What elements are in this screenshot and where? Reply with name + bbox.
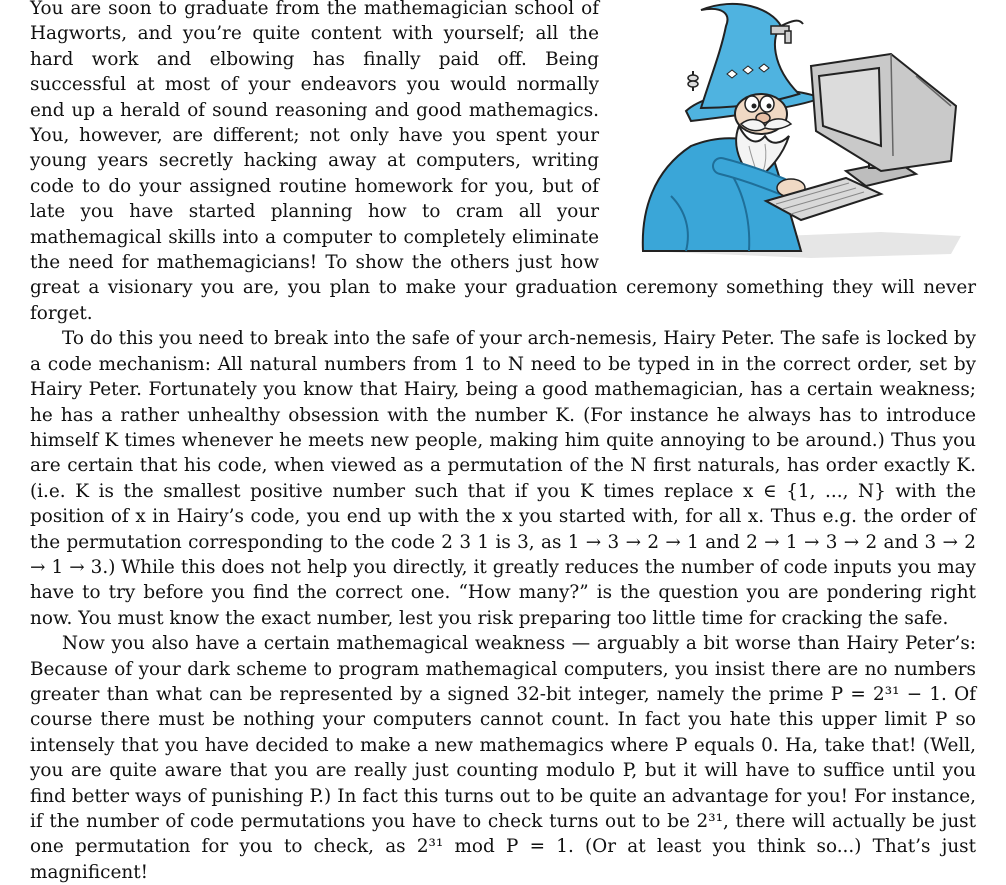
intro-paragraph: You are soon to graduate from the mathemagician school of Hagworts, and you’re quite content with yourself; all the hard work and elbowing has finally paid off. Being successful at most of your endeavors you would normally end up a herald of sound reasoning and good mathemagics. You, however, are different; not only have you spent your young years secretly hacking away at computers, writing code to do your assigned routine homework for you, but of late you have started planning how to cram all your mathemagical skills into a computer to completely eliminate the need for mathemagicians! To show the others just how great a visionary you are, you plan to make your graduation ceremony something they will never forget.: [30, 0, 976, 324]
wizard-illustration: [631, 0, 976, 266]
safe-paragraph: To do this you need to break into the safe of your arch-nemesis, Hairy Peter. The safe is locked by a code mechanism: All natural numbers from 1 to N need to be typed in in the correct order, set by Hairy Peter. Fortunately you know that Hairy, being a good mathemagician, has a certain weakness; he has a rather unhealthy obsession with the number K. (For instance he always has to introduce himself K times whenever he meets new people, making him quite annoying to be around.) Thus you are certain that his code, when viewed as a permutation of the N first naturals, has order exactly K. (i.e. K is the smallest positive number such that if you K times replace x ∈ {1, ..., N} with the position of x in Hairy’s code, you end up with the x you started with, for all x. Thus e.g. the order of the permutation corresponding to the code 2 3 1 is 3, as 1 → 3 → 2 → 1 and 2 → 1 → 3 → 2 and 3 → 2 → 1 → 3.) While this does not help you directly, it greatly reduces the number of code inputs you may have to try before you find the correct one. “How many?” is the question you are pondering right now. You must know the exact number, lest you risk preparing too little time for cracking the safe.: [30, 328, 976, 629]
document-page: [30, 0, 976, 885]
wizard-at-computer-image: [631, 0, 976, 266]
weakness-paragraph: Now you also have a certain mathemagical weakness — arguably a bit worse than Hairy Peter’s: Because of your dark scheme to program mathemagical computers, you insist there are no numbers greater than what can be represented by a signed 32-bit integer, namely the prime P = 2³¹ − 1. Of course there must be nothing your computers cannot count. In fact you hate this upper limit P so intensely that you have decided to make a new mathemagics where P equals 0. Ha, take that! (Well, you are quite aware that you are really just counting modulo P, but it will have to suffice until you find better ways of punishing P.) In fact this turns out to be quite an advantage for you! For instance, if the number of code permutations you have to check turns out to be 2³¹, there will actually be just one permutation for you to check, as 2³¹ mod P = 1. (Or at least you think so...) That’s just magnificent!: [30, 633, 976, 883]
